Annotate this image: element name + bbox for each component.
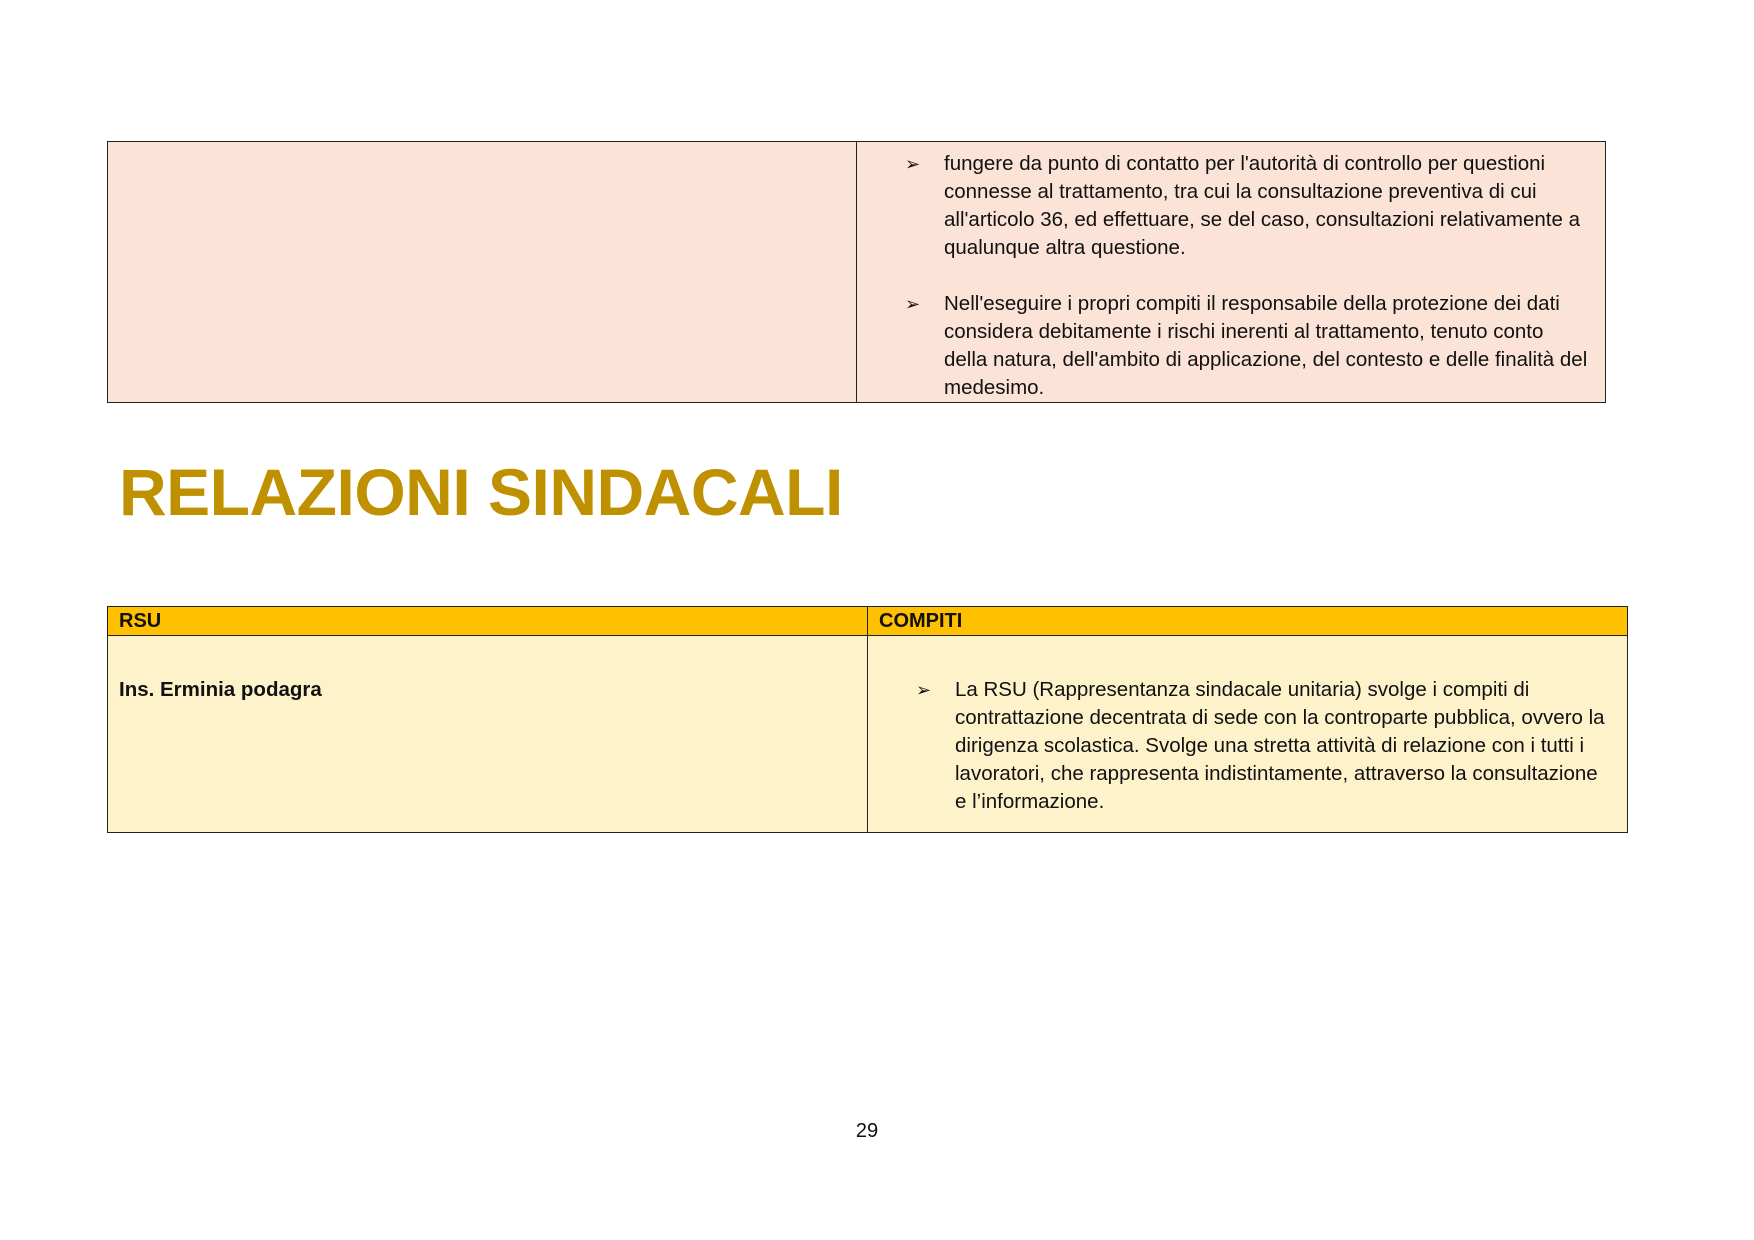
list-item — [857, 150, 1591, 262]
rsu-name: Ins. Erminia podagra — [119, 678, 322, 701]
section-heading: RELAZIONI SINDACALI — [119, 455, 843, 529]
list-item-text: fungere da punto di contatto per l'autorità di controllo per questioni connesse al trattamento, tra cui la consultazione preventiva di cui all'articolo 36, ed effettuare, se del caso, consultazioni relativamente a qualunque altra questione. — [944, 152, 1580, 259]
table-header-row — [108, 607, 1628, 636]
list-item — [868, 676, 1613, 816]
empty-left-cell — [108, 142, 857, 403]
duties-cell — [857, 142, 1606, 403]
rsu-name-cell — [108, 636, 868, 833]
list-item — [857, 290, 1591, 402]
arrowhead-bullet-icon: ➢ — [905, 294, 921, 314]
list-item-text: La RSU (Rappresentanza sindacale unitaria) svolge i compiti di contrattazione decentrata di sede con la controparte pubblica, ovvero la dirigenza scolastica. Svolge una stretta attività di relazione con i tutti i lavoratori, che rappresenta indistintamente, attraverso la consultazione e l’informazione. — [955, 678, 1605, 813]
continuation-table — [107, 141, 1606, 403]
table-row — [108, 142, 1606, 403]
compiti-list — [868, 636, 1627, 816]
table-row — [108, 636, 1628, 833]
header-rsu: RSU — [108, 607, 868, 636]
page-number: 29 — [855, 1120, 879, 1142]
arrowhead-bullet-icon: ➢ — [905, 154, 921, 174]
compiti-cell — [868, 636, 1628, 833]
duties-list — [857, 142, 1605, 402]
header-compiti: COMPITI — [868, 607, 1628, 636]
arrowhead-bullet-icon: ➢ — [916, 680, 932, 700]
rsu-table — [107, 606, 1628, 833]
list-item-text: Nell'eseguire i propri compiti il responsabile della protezione dei dati considera debitamente i rischi inerenti al trattamento, tenuto conto della natura, dell'ambito di applicazione, del contesto e delle finalità del medesimo. — [944, 292, 1588, 399]
